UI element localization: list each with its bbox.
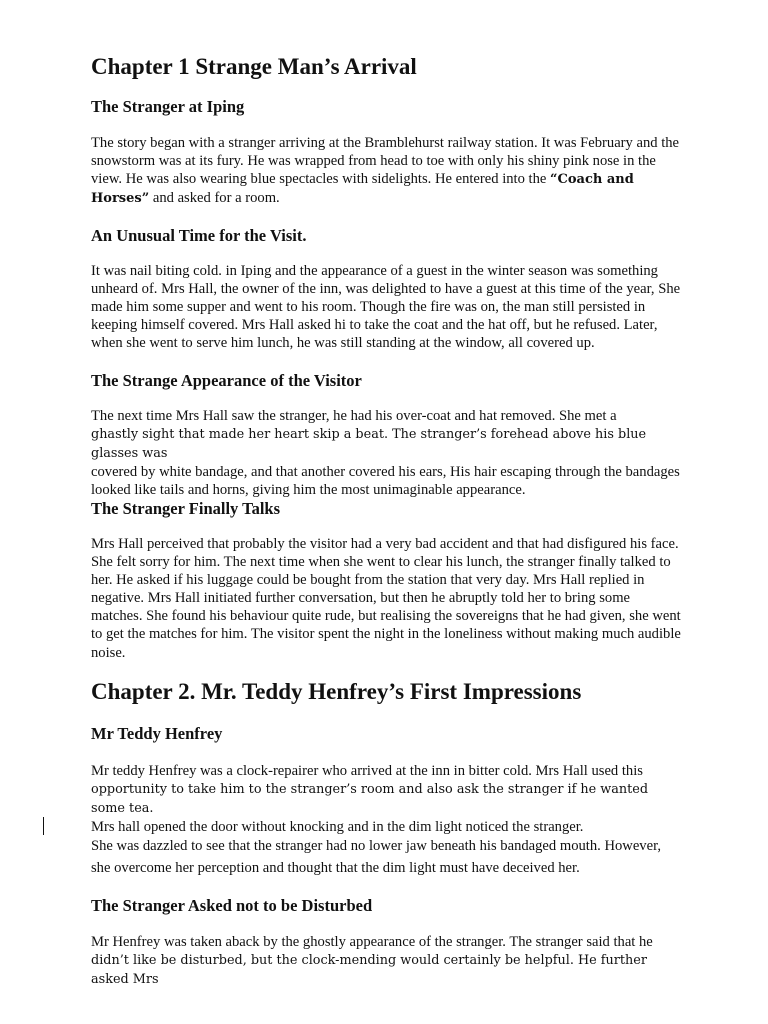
- paragraph-text-alt-font: didn’t like be disturbed, but the clock-mending would certainly be helpful. He further asked Mrs: [91, 953, 647, 988]
- text-cursor: [43, 817, 44, 835]
- paragraph-dazzled: She was dazzled to see that the stranger had no lower jaw beneath his bandaged mouth. However, she overcome her perception and thought that the dim light must have deceived her.: [91, 838, 662, 876]
- inn-name-bold: “Coach and Horses”: [91, 172, 634, 207]
- paragraph-text: Mr Henfrey was taken aback by the ghostly appearance of the stranger. The stranger said that he: [91, 934, 653, 950]
- section-heading-not-disturbed: The Stranger Asked not to be Disturbed: [91, 896, 373, 915]
- section-heading-stranger-at-iping: The Stranger at Iping: [91, 97, 245, 116]
- paragraph-text: The next time Mrs Hall saw the stranger, he had his over-coat and hat removed. She met a: [91, 408, 617, 424]
- paragraph-teddy-henfrey: [91, 762, 681, 836]
- paragraph-text: and asked for a room.: [149, 190, 280, 207]
- paragraph-text-alt-font: ghastly sight that made her heart skip a beat. The stranger’s forehead above his blue glasses was: [91, 427, 647, 462]
- paragraph-text: The story began with a stranger arriving at the Bramblehurst railway station. It was February and the snowstorm was at its fury. He was wrapped from head to toe with only his shiny pink nose in the view. He was also wearing blue spectacles with sidelights. He entered into the: [91, 135, 680, 188]
- paragraph-text: covered by white bandage, and that another covered his ears, His hair escaping through the bandages looked like tails and horns, giving him the most unimaginable appearance.: [91, 464, 680, 499]
- section-heading-teddy-henfrey: Mr Teddy Henfrey: [91, 724, 223, 743]
- paragraph-strange-appearance: [91, 407, 681, 499]
- section-heading-finally-talks: The Stranger Finally Talks: [91, 499, 281, 518]
- section-heading-unusual-time: An Unusual Time for the Visit.: [91, 226, 307, 245]
- paragraph-text-alt-font: opportunity to take him to the stranger’s room and also ask the stranger if he wanted some tea.: [91, 782, 649, 817]
- paragraph-text: Mr teddy Henfrey was a clock-repairer who arrived at the inn in bitter cold. Mrs Hall used this: [91, 763, 643, 779]
- paragraph-stranger-at-iping: [91, 134, 681, 208]
- section-heading-strange-appearance: The Strange Appearance of the Visitor: [91, 371, 362, 390]
- paragraph-text: Mrs hall opened the door without knocking and in the dim light noticed the stranger.: [91, 819, 584, 836]
- paragraph-finally-talks: Mrs Hall perceived that probably the visitor had a very bad accident and that had disfigured his face. She felt sorry for him. The next time when she went to clear his lunch, the stranger finally talked to her. He asked if his luggage could be bought from the station that very day. Mrs Hall replied in negative. Mrs Hall initiated further conversation, but then he abruptly told her to bring some matches. She found his behaviour quite rude, but realising the sovereigns that he had given, she went to get the matches for him. The visitor spent the night in the loneliness without making much audible noise.: [91, 536, 681, 661]
- chapter-1-title: Chapter 1 Strange Man’s Arrival: [91, 54, 417, 79]
- paragraph-not-disturbed: [91, 933, 681, 989]
- paragraph-unusual-time: It was nail biting cold. in Iping and the appearance of a guest in the winter season was something unheard of. Mrs Hall, the owner of the inn, was delighted to have a guest at this time of the year, She made him some supper and went to his room. Though the fire was on, the man still persisted in keeping himself covered. Mrs Hall asked hi to take the coat and the hat off, but he refused. Later, when she went to serve him lunch, he was still standing at the window, all covered up.: [91, 263, 681, 352]
- chapter-2-title: Chapter 2. Mr. Teddy Henfrey’s First Impressions: [91, 679, 582, 704]
